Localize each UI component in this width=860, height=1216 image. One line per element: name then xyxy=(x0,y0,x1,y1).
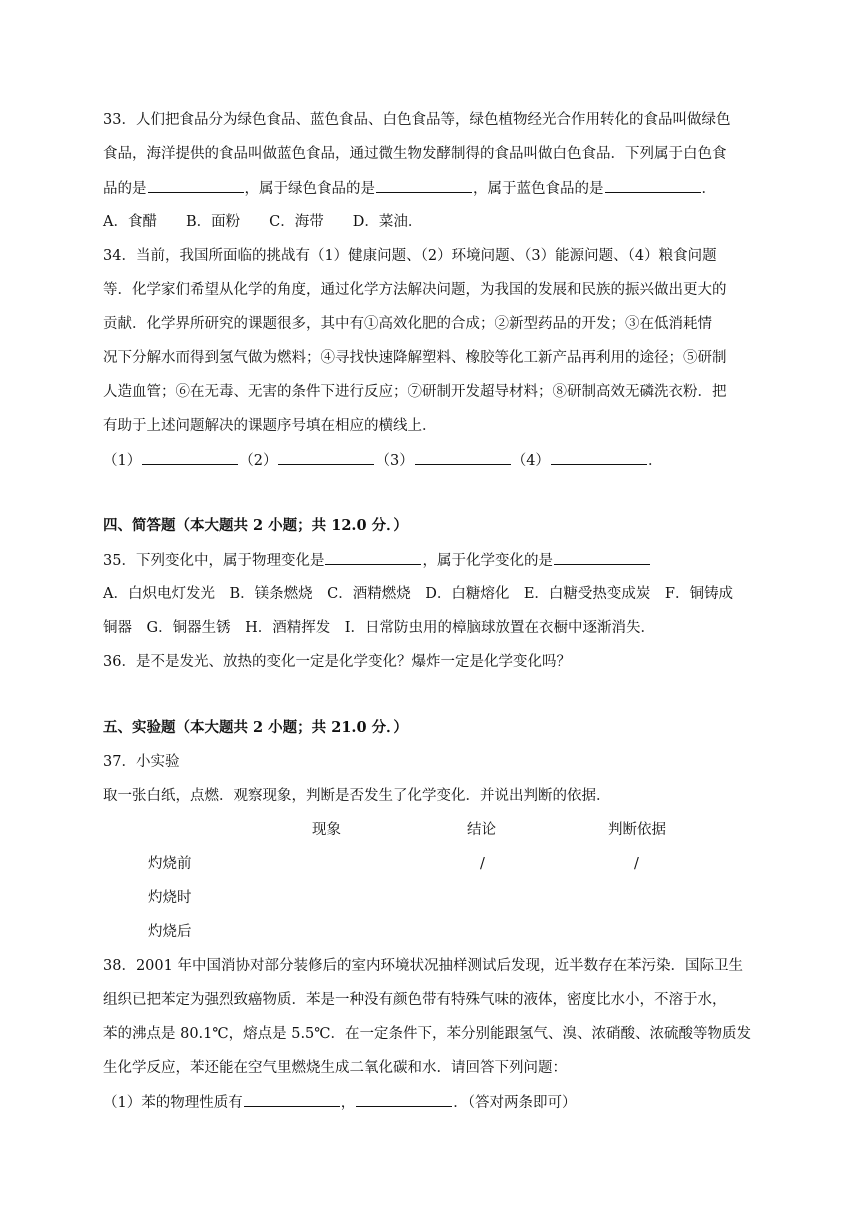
q33-blank-green[interactable] xyxy=(376,178,472,193)
q34-blank-1[interactable] xyxy=(142,450,238,465)
q34-label-1: （1） xyxy=(103,453,142,469)
q35-text-b: ，属于化学变化的是 xyxy=(422,553,553,569)
q35-line3: 铜器 G．铜器生锈 H．酒精挥发 I．日常防虫用的樟脑球放置在衣橱中逐渐消失． xyxy=(103,620,655,636)
q33-line1: 33．人们把食品分为绿色食品、蓝色食品、白色食品等，绿色植物经光合作用转化的食品叫做绿色 xyxy=(103,112,731,128)
q34-blank-3[interactable] xyxy=(415,450,511,465)
table-cell-basis: / xyxy=(634,856,639,872)
q34-line2: 等．化学家们希望从化学的角度，通过化学方法解决问题，为我国的发展和民族的振兴做出更大的 xyxy=(103,282,727,298)
q34-label-2: （2） xyxy=(239,453,278,469)
q34-blanks-line xyxy=(103,450,662,471)
table-row-label: 灼烧后 xyxy=(148,924,192,940)
table-header-phenomenon: 现象 xyxy=(312,822,341,838)
q34-blank-2[interactable] xyxy=(278,450,374,465)
q33-text-b: ，属于绿色食品的是 xyxy=(244,181,375,197)
q34-line1: 34．当前，我国所面临的挑战有（1）健康问题、（2）环境问题、（3）能源问题、（4）粮食问题 xyxy=(103,248,717,264)
q34-blank-4[interactable] xyxy=(551,450,647,465)
q38-sub1 xyxy=(103,1092,576,1113)
q35-text-a: 35．下列变化中，属于物理变化是 xyxy=(103,553,325,569)
q38-sub1-text-b: ， xyxy=(340,1095,356,1111)
q33-line3 xyxy=(103,178,716,199)
q35-line2: A．白炽电灯发光 B．镁条燃烧 C．酒精燃烧 D．白糖熔化 E．白糖受热变成炭 F．铜铸成 xyxy=(103,586,733,602)
q33-text-d: ． xyxy=(701,181,716,197)
table-cell-conclusion: / xyxy=(480,856,485,872)
q35-blank-chemical[interactable] xyxy=(554,550,650,565)
q34-line6: 有助于上述问题解决的课题序号填在相应的横线上． xyxy=(103,418,437,434)
q33-line2: 食品，海洋提供的食品叫做蓝色食品，通过微生物发酵制得的食品叫做白色食品．下列属于白色食 xyxy=(103,146,727,162)
table-row-label: 灼烧前 xyxy=(148,856,192,872)
q33-text-a: 品的是 xyxy=(103,181,147,197)
section5-title: 五、实验题（本大题共 2 小题；共 21.0 分．） xyxy=(103,719,408,736)
q34-line3: 贡献．化学界所研究的课题很多，其中有①高效化肥的合成；②新型药品的开发；③在低消耗情 xyxy=(103,316,712,332)
table-header-conclusion: 结论 xyxy=(467,822,496,838)
q33-options: A．食醋 B．面粉 C．海带 D．菜油． xyxy=(103,214,423,230)
q37-line1: 37．小实验 xyxy=(103,754,180,770)
q34-end: ． xyxy=(647,453,663,469)
q34-label-4: （4） xyxy=(511,453,550,469)
q33-text-c: ，属于蓝色食品的是 xyxy=(473,181,604,197)
q34-label-3: （3） xyxy=(375,453,414,469)
q35-blank-physical[interactable] xyxy=(325,550,421,565)
q38-sub1-text-a: （1）苯的物理性质有 xyxy=(103,1095,243,1111)
q38-sub1-text-c: ．（答对两条即可） xyxy=(453,1095,577,1111)
q33-blank-blue[interactable] xyxy=(605,178,701,193)
q38-line2: 组织已把苯定为强烈致癌物质．苯是一种没有颜色带有特殊气味的液体，密度比水小，不溶于水， xyxy=(103,992,727,1008)
q33-blank-white[interactable] xyxy=(148,178,244,193)
q38-line3: 苯的沸点是 80.1℃，熔点是 5.5℃．在一定条件下，苯分别能跟氢气、溴、浓硝酸、浓硫酸等物质发 xyxy=(103,1026,752,1042)
section4-title: 四、简答题（本大题共 2 小题；共 12.0 分．） xyxy=(103,517,408,534)
q38-blank-2[interactable] xyxy=(356,1092,452,1107)
table-header-basis: 判断依据 xyxy=(608,822,666,838)
q37-line2: 取一张白纸，点燃．观察现象，判断是否发生了化学变化．并说出判断的依据． xyxy=(103,788,611,804)
q34-line5: 人造血管；⑥在无毒、无害的条件下进行反应；⑦研制开发超导材料；⑧研制高效无磷洗衣粉．把 xyxy=(103,384,727,400)
q38-line1: 38．2001 年中国消协对部分装修后的室内环境状况抽样测试后发现，近半数存在苯污染．国际卫生 xyxy=(103,958,743,974)
q36-line1: 36．是不是发光、放热的变化一定是化学变化？爆炸一定是化学变化吗？ xyxy=(103,654,571,670)
q35-line1 xyxy=(103,550,651,571)
q38-line4: 生化学反应，苯还能在空气里燃烧生成二氧化碳和水．请回答下列问题： xyxy=(103,1060,567,1076)
q38-blank-1[interactable] xyxy=(244,1092,340,1107)
table-row-label: 灼烧时 xyxy=(148,890,192,906)
q34-line4: 况下分解水而得到氢气做为燃料；④寻找快速降解塑料、橡胶等化工新产品再利用的途径；⑤研制 xyxy=(103,350,727,366)
